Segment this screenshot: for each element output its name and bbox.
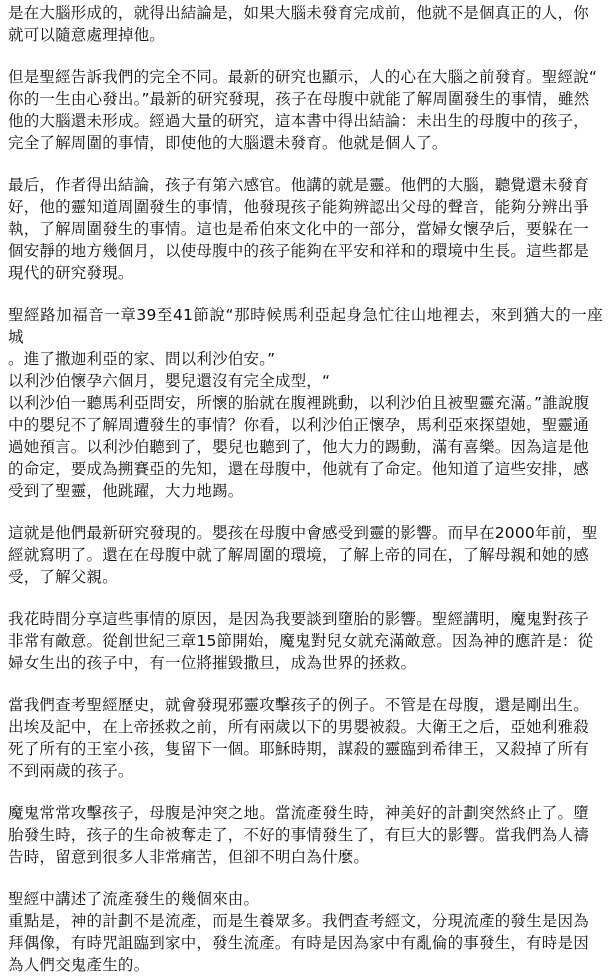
text-line: 中的嬰兒不了解周遭發生的事情？你看，以利沙伯正懷孕，馬利亞來探望她，聖靈通 <box>8 416 589 434</box>
paragraph-gap <box>8 868 603 888</box>
text-line: 好，他的靈知道周圍發生的事情，他發現孩子能夠辨認出父母的聲音，能夠分辨出爭 <box>8 198 589 216</box>
text-line: 我花時間分享這些事情的原因，是因為我要談到墮胎的影響。聖經講明，魔鬼對孩子 <box>8 610 589 628</box>
text-line: 這就是他們最新研究發現的。嬰孩在母腹中會感受到靈的影響。而早在2000年前，聖 <box>8 524 598 542</box>
text-line: 最后，作者得出結論，孩子有第六感官。他講的就是靈。他們的大腦，聽覺還未發育 <box>8 176 589 194</box>
text-line: 告時，留意到很多人非常痛苦，但卻不明白為什麼。 <box>8 848 370 866</box>
paragraph-gap <box>8 154 603 174</box>
text-line: 受到了聖靈，他跳躍，大力地踢。 <box>8 482 244 500</box>
paragraph-gap <box>8 588 603 608</box>
text-line: 拜偶像，有時咒詛臨到家中，發生流產。有時是因為家中有亂倫的事發生，有時是因 <box>8 934 589 952</box>
paragraph-6 <box>8 608 603 674</box>
text-line: 過她預言。以利沙伯聽到了，嬰兒也聽到了，他大力的踢動，滿有喜樂。因為這是他 <box>8 438 589 456</box>
text-line: 死了所有的王室小孩，隻留下一個。耶穌時期，謀殺的靈臨到希律王，又殺掉了所有 <box>8 740 589 758</box>
text-line: 聖經中講述了流產發生的幾個來由。 <box>8 890 260 908</box>
text-line: 以利沙伯懷孕六個月，嬰兒還沒有完全成型，“ <box>8 372 331 390</box>
paragraph-gap <box>8 502 603 522</box>
text-line: 出埃及記中，在上帝拯救之前，所有兩歲以下的男嬰被殺。大衛王之后，亞她利雅殺 <box>8 718 589 736</box>
text-line: 聖經路加福音一章39至41節說“那時候馬利亞起身急忙往山地裡去，來到猶大的一座城 <box>8 306 603 346</box>
paragraph-5 <box>8 522 603 588</box>
paragraph-gap <box>8 674 603 694</box>
text-line: 他的大腦還未形成。經過大量的研究，這本書中得出結論：未出生的母腹中的孩子， <box>8 112 589 130</box>
text-line: 執，了解周圍發生的事情。這也是希伯來文化中的一部分，當婦女懷孕后，要躲在一 <box>8 220 589 238</box>
text-line: 非常有敵意。從創世紀三章15節開始，魔鬼對兒女就充滿敵意。因為神的應許是：從 <box>8 632 594 650</box>
text-line: 的命定，要成為搠賽亞的先知，還在母腹中，他就有了命定。他知道了這些安排，感 <box>8 460 589 478</box>
text-line: 完全了解周圍的事情，即使他的大腦還未發育。他就是個人了。 <box>8 134 448 152</box>
paragraph-2 <box>8 66 603 154</box>
text-line: 經就寫明了。還在在母腹中就了解周圍的環境，了解上帝的同在，了解母親和她的感 <box>8 546 589 564</box>
text-line: 以利沙伯一聽馬利亞問安，所懷的胎就在腹裡跳動，以利沙伯且被聖靈充滿。”誰說腹 <box>8 394 590 412</box>
text-line: 魔鬼常常攻擊孩子，母腹是沖突之地。當流產發生時，神美好的計劃突然終止了。墮 <box>8 804 589 822</box>
text-line: 婦女生出的孩子中，有一位將摧毀撒旦，成為世界的拯救。 <box>8 654 417 672</box>
text-line: 但是聖經告訴我們的完全不同。最新的研究也顯示，人的心在大腦之前發育。聖經說“ <box>8 68 598 86</box>
paragraph-9 <box>8 888 603 976</box>
paragraph-4 <box>8 304 603 502</box>
text-line: 個安靜的地方幾個月，以使母腹中的孩子能夠在平安和祥和的環境中生長。這些都是 <box>8 242 589 260</box>
paragraph-gap <box>8 284 603 304</box>
text-line: 受，了解父親。 <box>8 568 118 586</box>
text-line: 當我們查考聖經歷史，就會發現邪靈攻擊孩子的例子。不管是在母腹，還是剛出生。 <box>8 696 589 714</box>
paragraph-3 <box>8 174 603 284</box>
paragraph-gap <box>8 46 603 66</box>
text-line: 你的一生由心發出。”最新的研究發現，孩子在母腹中就能了解周圍發生的事情，雖然 <box>8 90 590 108</box>
text-line: 重點是，神的計劃不是流產，而是生養眾多。我們查考經文，分現流產的發生是因為 <box>8 912 589 930</box>
text-line: 胎發生時，孩子的生命被奪走了，不好的事情發生了，有巨大的影響。當我們為人禱 <box>8 826 589 844</box>
paragraph-8 <box>8 802 603 868</box>
text-line: 現代的研究發現。 <box>8 264 134 282</box>
text-line: 是在大腦形成的，就得出結論是，如果大腦未發育完成前，他就不是個真正的人，你 <box>8 4 589 22</box>
paragraph-gap <box>8 782 603 802</box>
paragraph-1 <box>8 2 603 46</box>
text-line: 。進了撒迦利亞的家、問以利沙伯安。” <box>8 350 276 368</box>
text-line: 不到兩歲的孩子。 <box>8 762 134 780</box>
paragraph-7 <box>8 694 603 782</box>
text-line: 為人們交鬼產生的。 <box>8 956 150 974</box>
text-line: 就可以隨意處理掉他。 <box>8 26 166 44</box>
